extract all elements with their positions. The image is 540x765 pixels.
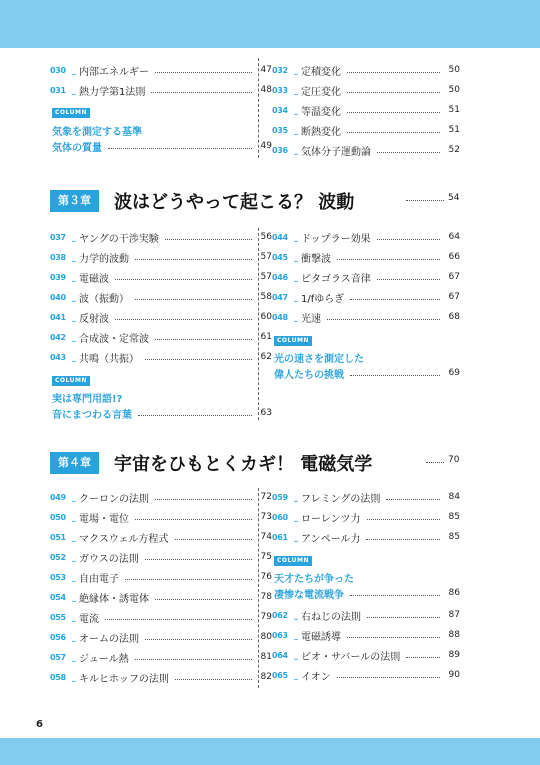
column-entry[interactable]: 気体の質量 49 [52, 141, 272, 154]
column-entry[interactable]: 凄惨な電流戦争 86 [274, 588, 460, 601]
column-badge: COLUMN [274, 336, 312, 346]
toc-entry[interactable]: 065 _ イオン 90 [272, 670, 460, 683]
toc-entry[interactable]: 038 _ 力学的波動 57 [50, 252, 272, 265]
chapter4-dots [426, 462, 444, 463]
toc-entry[interactable]: 035 _ 断熱変化 51 [272, 125, 460, 138]
toc-entry[interactable]: 047 _ 1/fゆらぎ 67 [272, 292, 460, 305]
toc-entry[interactable]: 044 _ ドップラー効果 64 [272, 232, 460, 245]
toc-entry[interactable]: 031 _ 熱力学第1法則 48 [50, 85, 272, 98]
toc-entry[interactable]: 045 _ 衝撃波 66 [272, 252, 460, 265]
toc-entry[interactable]: 054 _ 絶縁体・誘電体 78 [50, 592, 272, 605]
toc-entry[interactable]: 060 _ ローレンツ力 85 [272, 512, 460, 525]
toc-entry[interactable]: 051 _ マクスウェル方程式 74 [50, 532, 272, 545]
toc-entry[interactable]: 033 _ 定圧変化 50 [272, 85, 460, 98]
column-divider [258, 488, 259, 688]
toc-entry[interactable]: 052 _ ガウスの法則 75 [50, 552, 272, 565]
chapter3-dots [406, 200, 444, 201]
toc-entry[interactable]: 034 _ 等温変化 51 [272, 105, 460, 118]
chapter3-badge: 第３章 [50, 190, 99, 212]
toc-entry[interactable]: 037 _ ヤングの干渉実験 56 [50, 232, 272, 245]
toc-entry[interactable]: 050 _ 電場・電位 73 [50, 512, 272, 525]
column-divider [258, 228, 259, 420]
toc-entry[interactable]: 059 _ フレミングの法則 84 [272, 492, 460, 505]
column-entry[interactable]: 音にまつわる言葉 63 [52, 408, 272, 421]
toc-entry[interactable]: 064 _ ビオ・サバールの法則 89 [272, 650, 460, 663]
toc-entry[interactable]: 043 _ 共鳴（共振） 62 [50, 352, 272, 365]
column-badge: COLUMN [52, 376, 90, 386]
toc-entry[interactable]: 040 _ 波（振動） 58 [50, 292, 272, 305]
toc-entry[interactable]: 048 _ 光速 68 [272, 312, 460, 325]
toc-entry[interactable]: 058 _ キルヒホッフの法則 82 [50, 672, 272, 685]
toc-entry[interactable]: 056 _ オームの法則 80 [50, 632, 272, 645]
toc-entry[interactable]: 061 _ アンペール力 85 [272, 532, 460, 545]
toc-entry[interactable]: 063 _ 電磁誘導 88 [272, 630, 460, 643]
bottom-color-band [0, 738, 540, 765]
page-number: 6 [36, 719, 43, 730]
column-badge: COLUMN [52, 108, 90, 118]
chapter4-title[interactable]: 宇宙をひもとくカギ！ 電磁気学 [114, 454, 373, 475]
toc-entry[interactable]: 030 _ 内部エネルギー 47 [50, 65, 272, 78]
chapter4-page: 70 [448, 455, 460, 465]
toc-entry[interactable]: 041 _ 反射波 60 [50, 312, 272, 325]
toc-entry[interactable]: 039 _ 電磁波 57 [50, 272, 272, 285]
top-color-band [0, 0, 540, 48]
column-title-line1[interactable]: 天才たちが争った [274, 574, 354, 585]
chapter4-badge: 第４章 [50, 452, 99, 474]
toc-entry[interactable]: 049 _ クーロンの法則 72 [50, 492, 272, 505]
toc-entry[interactable]: 046 _ ピタゴラス音律 67 [272, 272, 460, 285]
toc-entry[interactable]: 032 _ 定積変化 50 [272, 65, 460, 78]
column-title-line1[interactable]: 光の速さを測定した [274, 354, 364, 365]
toc-entry[interactable]: 055 _ 電流 79 [50, 612, 272, 625]
chapter3-title[interactable]: 波はどうやって起こる？ 波動 [114, 192, 355, 213]
chapter3-page: 54 [448, 193, 460, 203]
toc-entry[interactable]: 053 _ 自由電子 76 [50, 572, 272, 585]
toc-entry[interactable]: 057 _ ジュール熱 81 [50, 652, 272, 665]
column-entry[interactable]: 偉人たちの挑戦 69 [274, 368, 460, 381]
column-divider [258, 58, 259, 158]
column-title-line1[interactable]: 実は専門用語!? [52, 394, 123, 405]
column-badge: COLUMN [274, 556, 312, 566]
toc-entry[interactable]: 036 _ 気体分子運動論 52 [272, 145, 460, 158]
toc-entry[interactable]: 062 _ 右ねじの法則 87 [272, 610, 460, 623]
column-title-line1[interactable]: 気象を測定する基準 [52, 127, 142, 138]
toc-entry[interactable]: 042 _ 合成波・定常波 61 [50, 332, 272, 345]
